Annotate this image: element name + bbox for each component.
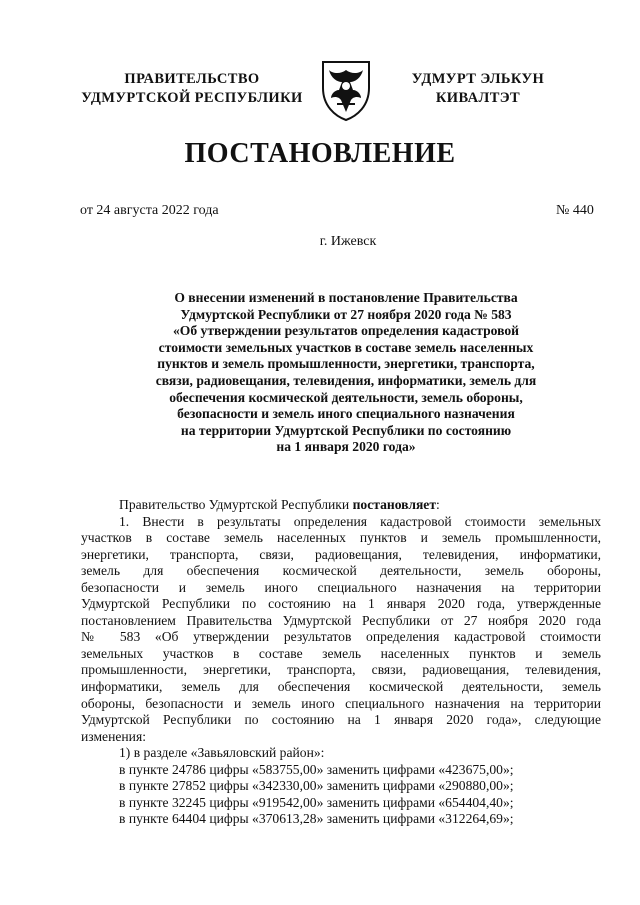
item-1-line: энергетики, транспорта, связи, радиовещания, телевидения, информатики, — [81, 546, 601, 562]
intro-text: Правительство Удмуртской Республики — [119, 497, 353, 512]
item-1-line: промышленности, энергетики, транспорта, связи, радиовещания, телевидения, — [81, 662, 601, 678]
item-1-line: информатики, земель для обеспечения космической деятельности, земель — [81, 679, 601, 695]
intro-bold-verb: постановляет — [352, 497, 437, 512]
change-line: в пункте 24786 цифры «583755,00» заменить цифрами «423675,00»; — [119, 761, 514, 777]
subject-line: на территории Удмуртской Республики по состоянию — [180, 422, 512, 438]
document-city: г. Ижевск — [319, 234, 377, 249]
item-1-line: безопасности и земель иного специального назначения на территории — [81, 579, 601, 595]
subject-line: стоимости земельных участков в составе земель населенных — [158, 339, 534, 355]
intro-end: : — [436, 497, 440, 512]
government-name-udmurt — [383, 70, 573, 108]
document-body — [81, 497, 601, 828]
change-line: в пункте 27852 цифры «342330,00» заменить цифрами «290880,00»; — [119, 778, 514, 794]
subject-line: на 1 января 2020 года» — [276, 439, 416, 455]
subject-line: обеспечения космической деятельности, земель обороны, — [169, 389, 523, 405]
document-number: № 440 — [556, 203, 594, 218]
document-title: ПОСТАНОВЛЕНИЕ — [184, 138, 456, 169]
intro-paragraph — [81, 497, 601, 514]
item-1-line: Удмуртской Республики по состоянию на 1 января 2020 года, утвержденные — [81, 596, 601, 612]
item-1-line: изменения: — [81, 728, 146, 744]
item-1-line: земель для обеспечения космической деятельности, земель обороны, — [81, 563, 601, 579]
subject-line: пунктов и земель промышленности, энергетики, транспорта, — [157, 356, 535, 372]
government-name-line-2: УДМУРТСКОЙ РЕСПУБЛИКИ — [81, 90, 303, 106]
item-1-line: Удмуртской Республики по состоянию на 1 января 2020 года», следующие — [81, 712, 601, 728]
government-name-udmurt-line-2: КИВАЛТЭТ — [435, 90, 521, 106]
item-1-paragraph — [81, 514, 601, 746]
government-name-russian — [72, 70, 312, 108]
change-line: в пункте 64404 цифры «370613,28» заменить цифрами «312264,69»; — [119, 811, 514, 827]
subject-line: безопасности и земель иного специального назначения — [177, 406, 515, 422]
change-line: в пункте 32245 цифры «919542,00» заменить цифрами «654404,40»; — [119, 794, 514, 810]
document-subject — [108, 290, 584, 456]
government-name-udmurt-line-1: УДМУРТ ЭЛЬКУН — [411, 71, 545, 87]
item-1-line: участков в составе земель населенных пунктов и земель промышленности, — [81, 530, 601, 546]
item-1-line: обороны, безопасности и земель иного специального назначения на территории — [81, 695, 601, 711]
item-1-line: 1. Внести в результаты определения кадастровой стоимости земельных — [119, 513, 601, 529]
udmurt-coat-of-arms-icon — [315, 56, 377, 122]
subject-line: связи, радиовещания, телевидения, информатики, земель для — [155, 372, 537, 388]
subject-line: О внесении изменений в постановление Правительства — [174, 290, 518, 305]
government-name-line-1: ПРАВИТЕЛЬСТВО — [124, 71, 260, 87]
subject-line: Удмуртской Республики от 27 ноября 2020 года № 583 — [180, 306, 512, 322]
section-heading: 1) в разделе «Завьяловский район»: — [119, 745, 325, 761]
item-1-line: № 583 «Об утверждении результатов определения кадастровой стоимости — [81, 629, 601, 645]
document-date: от 24 августа 2022 года — [80, 203, 219, 218]
item-1-line: постановлением Правительства Удмуртской Республики от 27 ноября 2020 года — [81, 612, 601, 628]
subject-line: «Об утверждении результатов определения кадастровой — [172, 323, 520, 339]
item-1-line: земельных участков в составе земель населенных пунктов и земель — [81, 645, 601, 661]
